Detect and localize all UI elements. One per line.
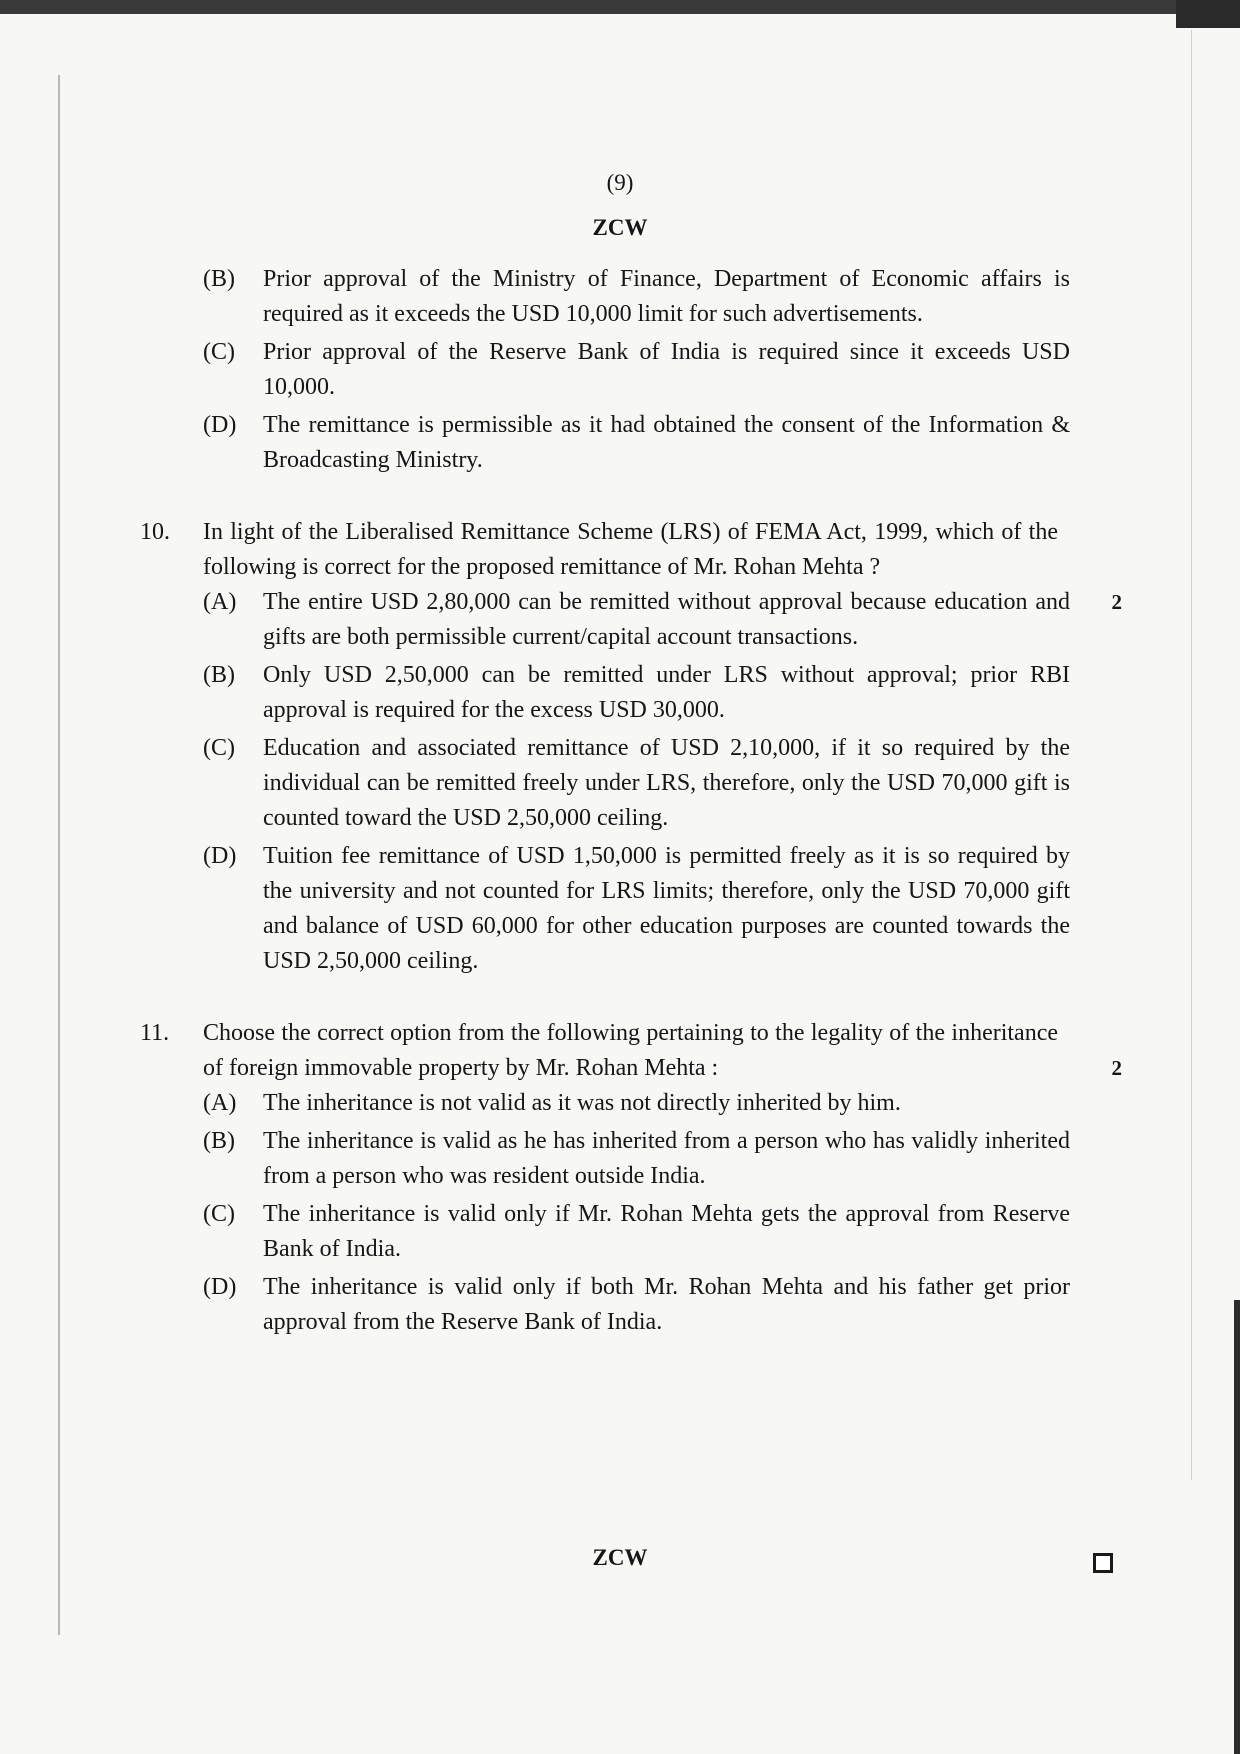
continued-question-9	[140, 262, 1070, 478]
scan-right-edge	[1234, 1300, 1240, 1754]
option-text: Only USD 2,50,000 can be remitted under LRS without approval; prior RBI approval is required for the excess USD 30,000.	[263, 662, 1070, 723]
page-left-border	[58, 75, 60, 1635]
question-text: In light of the Liberalised Remittance Scheme (LRS) of FEMA Act, 1999, which of the following is correct for the proposed remittance of Mr. Rohan Mehta ?	[203, 519, 1058, 580]
option-c	[203, 1197, 1070, 1267]
option-label: (D)	[203, 843, 237, 869]
option-label: (C)	[203, 1201, 235, 1227]
paper-code-header: ZCW	[592, 215, 648, 240]
option-a	[203, 1086, 1070, 1121]
question-marks: 2	[1111, 590, 1122, 614]
question-11	[140, 1016, 1122, 1340]
question-10	[140, 515, 1122, 979]
checkbox-square-icon	[1093, 1553, 1113, 1573]
option-label: (B)	[203, 662, 235, 688]
question-number: 11.	[140, 1020, 170, 1046]
option-text: The inheritance is valid only if both Mr. Rohan Mehta and his father get prior approval from the Reserve Bank of India.	[263, 1274, 1070, 1335]
option-text: Education and associated remittance of USD 2,10,000, if it so required by the individual can be remitted freely under LRS, therefore, only the USD 70,000 gift is counted toward the USD 2,50,000 ceiling.	[263, 735, 1070, 831]
option-b	[203, 1124, 1070, 1194]
paper-code-footer: ZCW	[592, 1545, 648, 1570]
option-c	[203, 335, 1070, 405]
option-a	[203, 585, 1070, 655]
page-content	[140, 262, 1122, 1343]
page-number: (9)	[606, 170, 634, 195]
option-text: Prior approval of the Ministry of Finance, Department of Economic affairs is required as it exceeds the USD 10,000 limit for such advertisements.	[263, 266, 1070, 327]
option-label: (D)	[203, 1274, 237, 1300]
question-marks: 2	[1111, 1056, 1122, 1080]
option-text: Prior approval of the Reserve Bank of India is required since it exceeds USD 10,000.	[263, 339, 1070, 400]
option-text: The entire USD 2,80,000 can be remitted without approval because education and gifts are both permissible current/capital account transactions.	[263, 589, 1070, 650]
scan-corner-shadow	[1176, 0, 1240, 28]
option-label: (A)	[203, 589, 237, 615]
option-c	[203, 731, 1070, 836]
option-d	[203, 839, 1070, 979]
option-text: The inheritance is valid only if Mr. Rohan Mehta gets the approval from Reserve Bank of India.	[263, 1201, 1070, 1262]
option-d	[203, 1270, 1070, 1340]
option-label: (A)	[203, 1090, 237, 1116]
question-number: 10.	[140, 519, 170, 545]
option-d	[203, 408, 1070, 478]
option-label: (C)	[203, 735, 235, 761]
option-text: The inheritance is valid as he has inherited from a person who has validly inherited from a person who was resident outside India.	[263, 1128, 1070, 1189]
option-text: The inheritance is not valid as it was not directly inherited by him.	[263, 1090, 901, 1116]
spacer	[140, 481, 1070, 515]
page-right-border	[1191, 30, 1192, 1480]
option-label: (B)	[203, 266, 235, 292]
option-text: The remittance is permissible as it had obtained the consent of the Information & Broadcasting Ministry.	[263, 412, 1070, 473]
option-label: (B)	[203, 1128, 235, 1154]
option-label: (C)	[203, 339, 235, 365]
option-text: Tuition fee remittance of USD 1,50,000 is permitted freely as it is so required by the university and not counted for LRS limits; therefore, only the USD 70,000 gift and balance of USD 60,000 for other education purposes are counted towards the USD 2,50,000 ceiling.	[263, 843, 1070, 974]
spacer	[140, 982, 1070, 1016]
scan-top-edge	[0, 0, 1240, 14]
question-text: Choose the correct option from the following pertaining to the legality of the inheritance of foreign immovable property by Mr. Rohan Mehta :	[203, 1020, 1058, 1081]
option-b	[203, 658, 1070, 728]
option-b	[203, 262, 1070, 332]
option-label: (D)	[203, 412, 237, 438]
